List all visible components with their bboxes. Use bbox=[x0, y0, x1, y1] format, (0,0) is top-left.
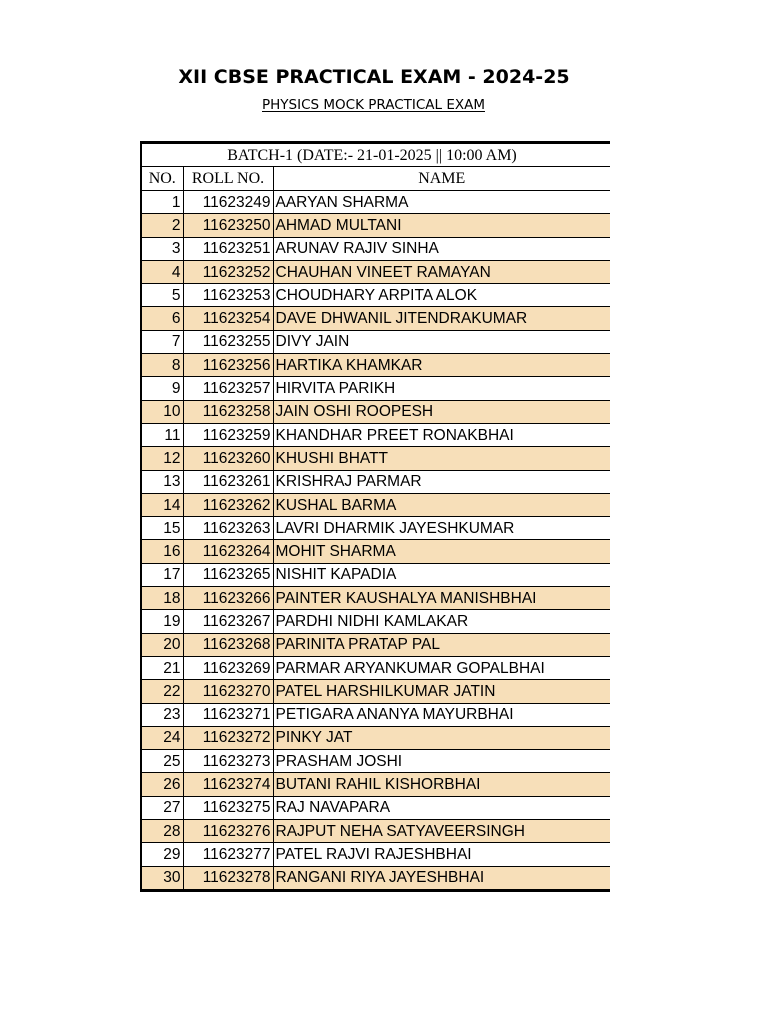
cell-name: DAVE DHWANIL JITENDRAKUMAR bbox=[273, 307, 610, 330]
cell-no: 22 bbox=[142, 680, 183, 703]
cell-roll: 11623275 bbox=[183, 796, 273, 819]
cell-name: CHAUHAN VINEET RAMAYAN bbox=[273, 260, 610, 283]
cell-name: PINKY JAT bbox=[273, 726, 610, 749]
table-row bbox=[142, 633, 610, 656]
cell-name: PAINTER KAUSHALYA MANISHBHAI bbox=[273, 587, 610, 610]
cell-name: PETIGARA ANANYA MAYURBHAI bbox=[273, 703, 610, 726]
table-row bbox=[142, 447, 610, 470]
cell-no: 5 bbox=[142, 284, 183, 307]
cell-roll: 11623276 bbox=[183, 820, 273, 843]
cell-no: 29 bbox=[142, 843, 183, 866]
student-table bbox=[142, 167, 610, 890]
table-body bbox=[142, 191, 610, 890]
cell-no: 21 bbox=[142, 656, 183, 679]
cell-roll: 11623252 bbox=[183, 260, 273, 283]
cell-no: 6 bbox=[142, 307, 183, 330]
cell-name: RANGANI RIYA JAYESHBHAI bbox=[273, 866, 610, 889]
cell-roll: 11623249 bbox=[183, 191, 273, 214]
page-title bbox=[0, 66, 768, 88]
cell-roll: 11623251 bbox=[183, 237, 273, 260]
cell-name: DIVY JAIN bbox=[273, 330, 610, 353]
cell-no: 3 bbox=[142, 237, 183, 260]
cell-no: 19 bbox=[142, 610, 183, 633]
cell-roll: 11623261 bbox=[183, 470, 273, 493]
table-row bbox=[142, 773, 610, 796]
cell-no: 27 bbox=[142, 796, 183, 819]
column-header-roll: ROLL NO. bbox=[183, 167, 273, 191]
cell-name: AARYAN SHARMA bbox=[273, 191, 610, 214]
table-row bbox=[142, 563, 610, 586]
cell-no: 24 bbox=[142, 726, 183, 749]
cell-roll: 11623253 bbox=[183, 284, 273, 307]
cell-no: 11 bbox=[142, 423, 183, 446]
cell-roll: 11623257 bbox=[183, 377, 273, 400]
cell-no: 23 bbox=[142, 703, 183, 726]
cell-roll: 11623270 bbox=[183, 680, 273, 703]
cell-no: 2 bbox=[142, 214, 183, 237]
page-subtitle: PHYSICS MOCK PRACTICAL EXAM bbox=[262, 97, 485, 113]
column-header-name: NAME bbox=[273, 167, 610, 191]
table-row bbox=[142, 843, 610, 866]
cell-no: 25 bbox=[142, 750, 183, 773]
cell-name: ARUNAV RAJIV SINHA bbox=[273, 237, 610, 260]
cell-roll: 11623250 bbox=[183, 214, 273, 237]
cell-name: KHANDHAR PREET RONAKBHAI bbox=[273, 423, 610, 446]
cell-no: 4 bbox=[142, 260, 183, 283]
table-row bbox=[142, 284, 610, 307]
table-row bbox=[142, 540, 610, 563]
table-row bbox=[142, 587, 610, 610]
cell-no: 9 bbox=[142, 377, 183, 400]
cell-roll: 11623260 bbox=[183, 447, 273, 470]
table-row bbox=[142, 423, 610, 446]
cell-name: HARTIKA KHAMKAR bbox=[273, 354, 610, 377]
cell-roll: 11623273 bbox=[183, 750, 273, 773]
cell-roll: 11623278 bbox=[183, 866, 273, 889]
table-row bbox=[142, 307, 610, 330]
cell-no: 16 bbox=[142, 540, 183, 563]
table-row bbox=[142, 726, 610, 749]
cell-no: 18 bbox=[142, 587, 183, 610]
cell-roll: 11623264 bbox=[183, 540, 273, 563]
cell-name: AHMAD MULTANI bbox=[273, 214, 610, 237]
table-row bbox=[142, 517, 610, 540]
student-sheet bbox=[140, 141, 610, 892]
cell-roll: 11623254 bbox=[183, 307, 273, 330]
cell-no: 20 bbox=[142, 633, 183, 656]
cell-no: 14 bbox=[142, 493, 183, 516]
table-row bbox=[142, 400, 610, 423]
cell-no: 17 bbox=[142, 563, 183, 586]
cell-roll: 11623268 bbox=[183, 633, 273, 656]
cell-name: PARDHI NIDHI KAMLAKAR bbox=[273, 610, 610, 633]
cell-roll: 11623269 bbox=[183, 656, 273, 679]
cell-name: PARINITA PRATAP PAL bbox=[273, 633, 610, 656]
table-row bbox=[142, 493, 610, 516]
cell-name: KHUSHI BHATT bbox=[273, 447, 610, 470]
table-row bbox=[142, 796, 610, 819]
cell-name: NISHIT KAPADIA bbox=[273, 563, 610, 586]
table-row bbox=[142, 260, 610, 283]
cell-roll: 11623267 bbox=[183, 610, 273, 633]
cell-name: CHOUDHARY ARPITA ALOK bbox=[273, 284, 610, 307]
cell-roll: 11623258 bbox=[183, 400, 273, 423]
table-row bbox=[142, 656, 610, 679]
cell-roll: 11623266 bbox=[183, 587, 273, 610]
cell-no: 13 bbox=[142, 470, 183, 493]
table-row bbox=[142, 866, 610, 889]
batch-header: BATCH-1 (DATE:- 21-01-2025 || 10:00 AM) bbox=[142, 144, 610, 167]
cell-roll: 11623274 bbox=[183, 773, 273, 796]
table-row bbox=[142, 330, 610, 353]
cell-name: BUTANI RAHIL KISHORBHAI bbox=[273, 773, 610, 796]
cell-roll: 11623271 bbox=[183, 703, 273, 726]
table-row bbox=[142, 610, 610, 633]
cell-roll: 11623277 bbox=[183, 843, 273, 866]
table-row bbox=[142, 470, 610, 493]
table-row bbox=[142, 750, 610, 773]
cell-no: 26 bbox=[142, 773, 183, 796]
cell-roll: 11623262 bbox=[183, 493, 273, 516]
cell-no: 15 bbox=[142, 517, 183, 540]
cell-name: PATEL HARSHILKUMAR JATIN bbox=[273, 680, 610, 703]
cell-no: 10 bbox=[142, 400, 183, 423]
cell-no: 28 bbox=[142, 820, 183, 843]
cell-name: PRASHAM JOSHI bbox=[273, 750, 610, 773]
cell-roll: 11623259 bbox=[183, 423, 273, 446]
table-row bbox=[142, 680, 610, 703]
cell-name: PATEL RAJVI RAJESHBHAI bbox=[273, 843, 610, 866]
cell-name: HIRVITA PARIKH bbox=[273, 377, 610, 400]
table-row bbox=[142, 191, 610, 214]
cell-name: RAJ NAVAPARA bbox=[273, 796, 610, 819]
cell-no: 8 bbox=[142, 354, 183, 377]
cell-roll: 11623272 bbox=[183, 726, 273, 749]
cell-roll: 11623255 bbox=[183, 330, 273, 353]
cell-name: MOHIT SHARMA bbox=[273, 540, 610, 563]
cell-name: PARMAR ARYANKUMAR GOPALBHAI bbox=[273, 656, 610, 679]
cell-no: 30 bbox=[142, 866, 183, 889]
cell-no: 1 bbox=[142, 191, 183, 214]
cell-no: 7 bbox=[142, 330, 183, 353]
table-row bbox=[142, 214, 610, 237]
cell-roll: 11623265 bbox=[183, 563, 273, 586]
table-row bbox=[142, 703, 610, 726]
cell-name: KRISHRAJ PARMAR bbox=[273, 470, 610, 493]
page-title-text: XII CBSE PRACTICAL EXAM - 2024-25 bbox=[178, 66, 570, 88]
cell-roll: 11623263 bbox=[183, 517, 273, 540]
table-header-row bbox=[142, 167, 610, 191]
cell-name: RAJPUT NEHA SATYAVEERSINGH bbox=[273, 820, 610, 843]
cell-name: JAIN OSHI ROOPESH bbox=[273, 400, 610, 423]
table-row bbox=[142, 377, 610, 400]
table-row bbox=[142, 354, 610, 377]
table-row bbox=[142, 820, 610, 843]
cell-no: 12 bbox=[142, 447, 183, 470]
cell-name: LAVRI DHARMIK JAYESHKUMAR bbox=[273, 517, 610, 540]
cell-name: KUSHAL BARMA bbox=[273, 493, 610, 516]
cell-roll: 11623256 bbox=[183, 354, 273, 377]
column-header-no: NO. bbox=[142, 167, 183, 191]
table-row bbox=[142, 237, 610, 260]
